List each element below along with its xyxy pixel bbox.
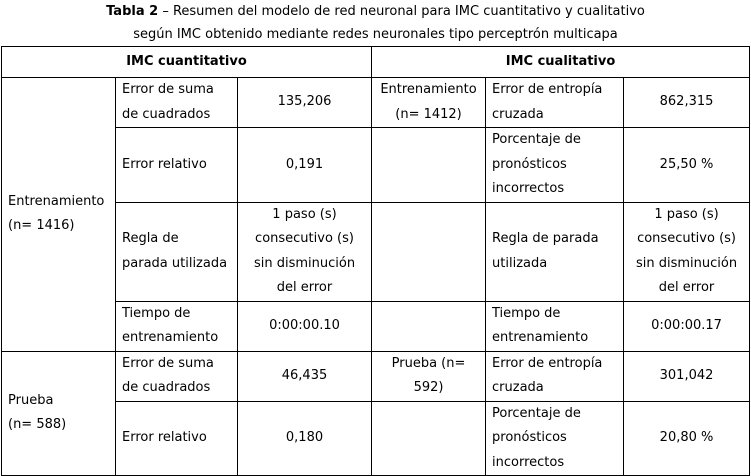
qual-value: 301,042 [624,351,750,401]
quant-value: 46,435 [238,351,372,401]
empty-cell [372,202,486,301]
quant-train-group: Entrenamiento (n= 1416) [2,78,116,352]
empty-cell [372,301,486,351]
quant-value: 135,206 [238,78,372,128]
qual-metric: Porcentaje de pronósticos incorrectos [486,401,624,476]
quant-metric: Tiempo de entrenamiento [116,301,238,351]
quant-metric: Regla de parada utilizada [116,202,238,301]
quant-metric: Error relativo [116,401,238,476]
qual-metric: Error de entropía cruzada [486,78,624,128]
qual-metric: Error de entropía cruzada [486,351,624,401]
caption-title: – Resumen del modelo de red neuronal para IMC cuantitativo y cualitativo [158,4,645,19]
qual-value: 25,50 % [624,128,750,203]
qual-test-group: Prueba (n= 592) [372,351,486,401]
caption-label: Tabla 2 [106,4,159,19]
qual-metric: Porcentaje de pronósticos incorrectos [486,128,624,203]
empty-cell [372,128,486,203]
qual-value: 1 paso (s) consecutivo (s) sin disminución del error [624,202,750,301]
header-quant: IMC cuantitativo [2,47,372,78]
quant-value: 0,180 [238,401,372,476]
header-qual: IMC cualitativo [372,47,750,78]
qual-metric: Tiempo de entrenamiento [486,301,624,351]
quant-metric: Error de suma de cuadrados [116,351,238,401]
qual-train-group: Entrenamiento (n= 1412) [372,78,486,128]
caption-line-1 [0,0,751,23]
quant-metric: Error de suma de cuadrados [116,78,238,128]
quant-value: 0:00:00.10 [238,301,372,351]
caption-line-2: según IMC obtenido mediante redes neuronales tipo perceptrón multicapa [133,27,618,42]
qual-metric: Regla de parada utilizada [486,202,624,301]
quant-test-group: Prueba (n= 588) [2,351,116,476]
quant-value: 1 paso (s) consecutivo (s) sin disminución del error [238,202,372,301]
table-caption [0,0,751,46]
qual-value: 20,80 % [624,401,750,476]
quant-value: 0,191 [238,128,372,203]
empty-cell [372,401,486,476]
qual-value: 862,315 [624,78,750,128]
results-table [1,46,750,476]
qual-value: 0:00:00.17 [624,301,750,351]
quant-metric: Error relativo [116,128,238,203]
